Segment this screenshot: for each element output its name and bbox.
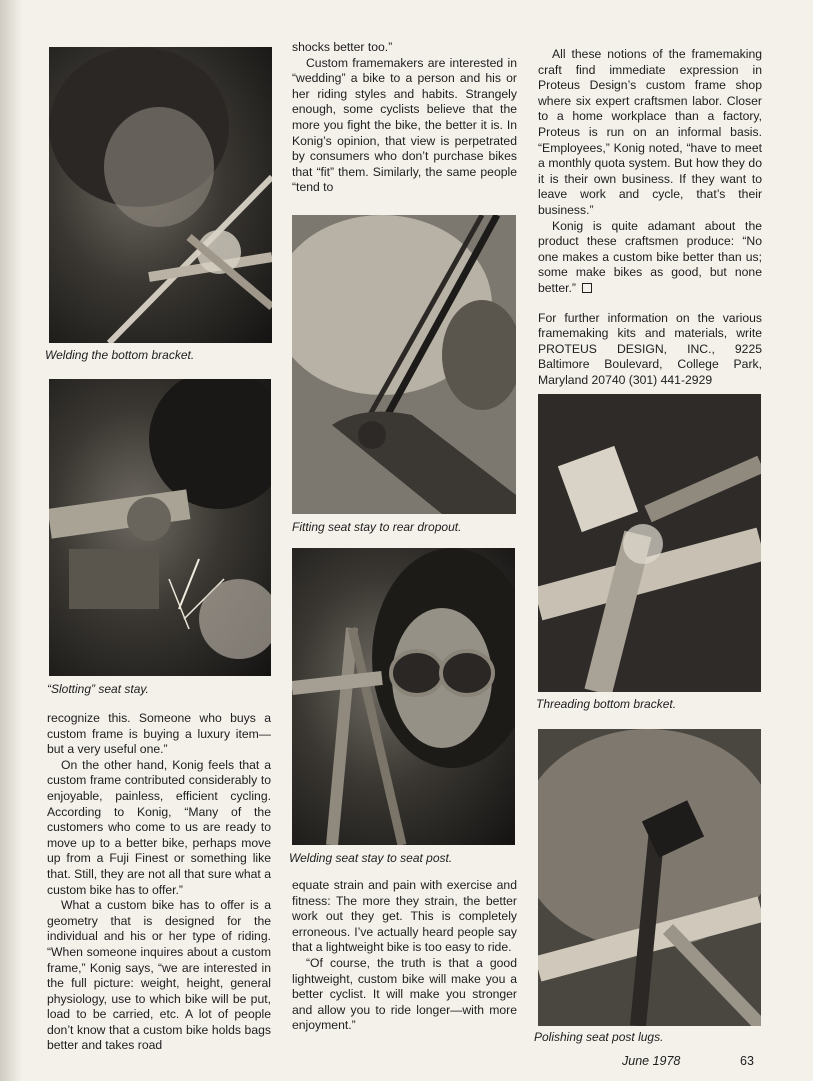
body-text-column-2-bottom [292,878,517,1034]
page-number: 63 [740,1054,754,1068]
body-text-column-2-top [292,40,517,196]
paragraph: All these notions of the framemaking craft find immediate expression in Proteus Design’s custom frame shop where six expert craftsmen labor. Closer to a home workplace than a factory, Proteus is run on an informal basis. “Employees,” Konig noted, “have to meet a monthly quota system. But how they do it is their own business. If they want to leave work and cycle, that’s their business.” [538,47,762,217]
paragraph: What a custom bike has to offer is a geometry that is designed for the individual and his or her type of riding. “When someone inquires about a custom frame,” Konig says, “we are interested in the full picture: weight, height, general physiology, use to which bike will be put, load to be carried, etc. A lot of people don’t know that a custom bike holds bags better and takes road [47,898,271,1053]
paragraph: equate strain and pain with exercise and fitness: The more they strain, the better work out they get. This is completely erroneous. I’ve actually heard people say that a lightweight bike is too easy to ride. [292,878,517,955]
caption-polishing-seat-post-lugs: Polishing seat post lugs. [534,1030,664,1044]
photo-polishing-seat-post-lugs [538,729,761,1026]
footer-date: June 1978 [622,1054,681,1068]
caption-welding-bottom-bracket: Welding the bottom bracket. [45,348,195,362]
photo-fitting-seat-stay [292,215,516,514]
photo-threading-bottom-bracket [538,394,761,692]
paragraph: recognize this. Someone who buys a custom frame is buying a luxury item—but a very useful one.” [47,711,271,757]
paragraph: On the other hand, Konig feels that a custom frame contributed considerably to enjoyable, painless, efficient cycling. According to Konig, “Many of the customers who come to us are ready to move up to a better bike, perhaps move up from a Fuji Finest or something like that. Still, they are not all that sure what a custom bike has to offer.” [47,757,271,897]
caption-welding-seat-stay: Welding seat stay to seat post. [289,851,453,865]
paragraph: For further information on the various framemaking kits and materials, write PROTEUS DESIGN, INC., 9225 Baltimore Boulevard, College Park, Maryland 20740 (301) 441-2929 [538,310,762,387]
body-text-column-3 [538,47,762,388]
photo-welding-seat-stay [292,548,515,845]
page-gutter-shadow [0,0,22,1081]
body-text-column-1 [47,711,271,1054]
caption-threading-bottom-bracket: Threading bottom bracket. [536,697,677,711]
photo-slotting-seat-stay [49,379,271,676]
paragraph: Konig is quite adamant about the product these craftsmen produce: “No one makes a custom bike better than us; some make bikes as good, but none better.” [538,218,762,295]
photo-welding-bottom-bracket [49,47,272,343]
caption-slotting-seat-stay: “Slotting” seat stay. [47,682,149,696]
caption-fitting-seat-stay: Fitting seat stay to rear dropout. [292,520,462,534]
paragraph: “Of course, the truth is that a good lightweight, custom bike will make you a better cyclist. It will make you stronger and allow you to ride longer—with more enjoyment.” [292,955,517,1033]
end-of-article-mark [582,283,592,293]
paragraph: Custom framemakers are interested in “wedding” a bike to a person and his or her riding styles and habits. Strangely enough, some cyclists believe that the more you fight the bike, the better it is. In Konig’s opinion, that view is perpetrated by consumers who don’t purchase bikes that “fit” them. Similarly, the same people “tend to [292,55,517,195]
paragraph: shocks better too.” [292,40,393,54]
